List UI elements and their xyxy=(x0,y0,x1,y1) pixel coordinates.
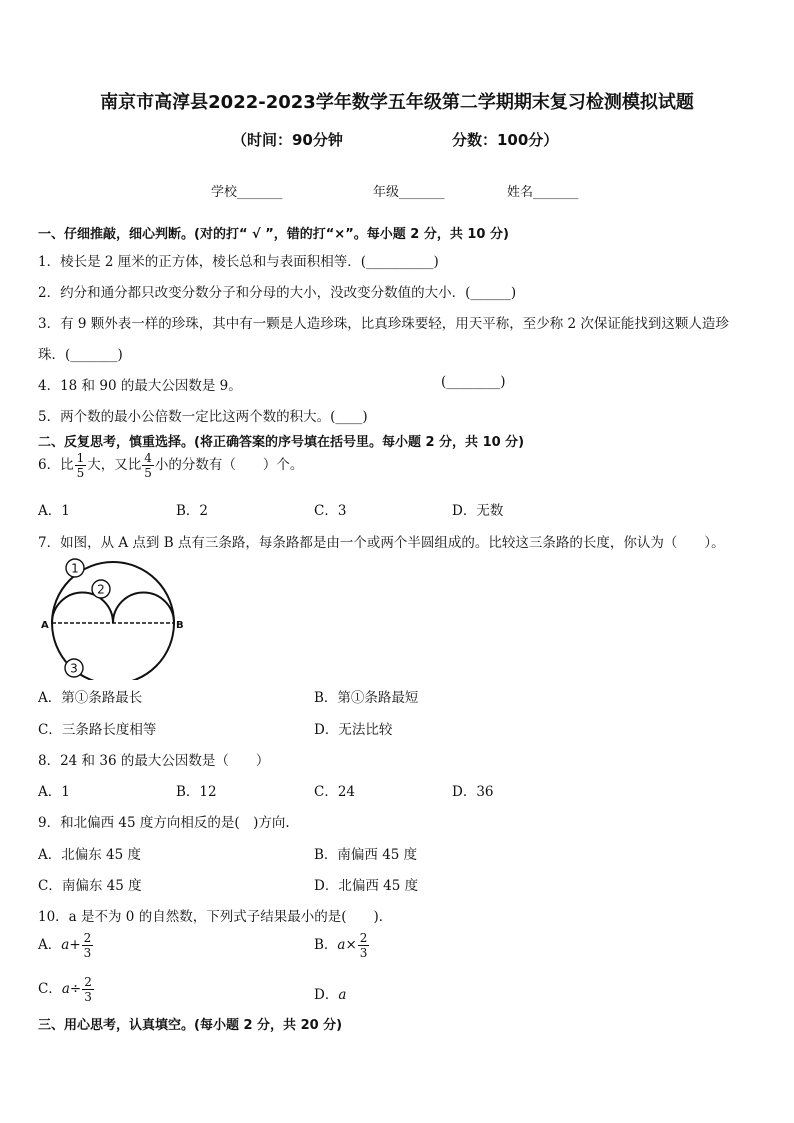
question-6 xyxy=(38,452,303,479)
name-field: 姓名_______ xyxy=(507,185,579,200)
q6-pre: 6．比 xyxy=(38,457,74,473)
question-8: 8．24 和 36 的最大公因数是（ ） xyxy=(38,753,270,769)
q7-option-d: D．无法比较 xyxy=(314,722,393,738)
path-2-arc-right xyxy=(113,593,174,623)
q10-option-b: B．a× $\frac{2}{3}$ xyxy=(314,931,368,960)
section-heading: 二、反复思考，慎重选择。(将正确答案的序号填在括号里。每小题 2 分，共 10 分) xyxy=(38,435,525,450)
q6-option-b: B．2 xyxy=(176,503,209,519)
label-3: 3 xyxy=(70,661,78,676)
q8-option-d: D．36 xyxy=(452,784,494,800)
q6-post: 小的分数有（ ）个。 xyxy=(154,457,304,473)
question-3-line-1: 3．有 9 颗外表一样的珍珠，其中有一颗是人造珍珠，比真珍珠要轻，用天平称，至少称 2 次保证能找到这颗人造珍 xyxy=(38,316,729,332)
q9-option-d: D．北偏西 45 度 xyxy=(314,878,419,894)
label-2: 2 xyxy=(97,582,105,597)
question-4-blank: (________) xyxy=(441,374,506,390)
grade-field: 年级_______ xyxy=(373,185,445,200)
question-3-line-2: 珠．(_______) xyxy=(38,347,123,363)
point-a-label: A xyxy=(41,620,49,631)
question-5: 5．两个数的最小公倍数一定比这两个数的积大。(____) xyxy=(38,409,368,425)
q7-option-c: C．三条路长度相等 xyxy=(38,722,157,738)
q9-option-b: B．南偏西 45 度 xyxy=(314,847,418,863)
q9-option-c: C．南偏东 45 度 xyxy=(38,878,142,894)
q6-mid: 大，又比 xyxy=(87,457,142,473)
question-7: 7．如图，从 A 点到 B 点有三条路，每条路都是由一个或两个半圆组成的。比较这三条路的长度，你认为（ ）。 xyxy=(38,535,725,551)
q7-option-a: A．第①条路最长 xyxy=(38,690,143,706)
school-field: 学校_______ xyxy=(211,185,283,200)
q6-option-c: C．3 xyxy=(314,503,347,519)
q8-option-b: B．12 xyxy=(176,784,217,800)
q6-option-a: A．1 xyxy=(38,503,70,519)
label-1: 1 xyxy=(71,561,79,576)
section-heading: 一、仔细推敲，细心判断。(对的打“ √ ”，错的打“×”。每小题 2 分，共 10 分) xyxy=(38,227,509,242)
exam-time: （时间：90分钟 xyxy=(232,131,343,149)
q6-option-d: D．无数 xyxy=(452,503,504,519)
question-2: 2．约分和通分都只改变分数分子和分母的大小，没改变分数值的大小．(______) xyxy=(38,285,517,301)
point-b-label: B xyxy=(176,620,184,631)
question-10: 10．a 是不为 0 的自然数，下列式子结果最小的是( )． xyxy=(38,909,393,925)
q9-option-a: A．北偏东 45 度 xyxy=(38,847,142,863)
fraction-four-fifths: $\frac{4}{5}$ xyxy=(144,451,152,480)
page-title: 南京市高淳县2022-2023学年数学五年级第二学期期末复习检测模拟试题 xyxy=(100,92,694,113)
fraction-one-fifth: $\frac{1}{5}$ xyxy=(76,451,85,480)
q10-option-d: D．a xyxy=(314,987,347,1003)
semicircle-path-figure xyxy=(40,556,190,680)
q10-option-a: A．a+ $\frac{2}{3}$ xyxy=(38,931,92,960)
question-1: 1．棱长是 2 厘米的正方体，棱长总和与表面积相等．(__________) xyxy=(38,254,439,270)
q7-option-b: B．第①条路最短 xyxy=(314,690,419,706)
question-9: 9．和北偏西 45 度方向相反的是( )方向. xyxy=(38,815,290,831)
exam-score: 分数：100分） xyxy=(452,131,559,149)
q10-option-c: C．a÷ $\frac{2}{3}$ xyxy=(38,975,92,1004)
q8-option-a: A．1 xyxy=(38,784,70,800)
question-4: 4．18 和 90 的最大公因数是 9。 xyxy=(38,378,242,394)
section-heading: 三、用心思考，认真填空。(每小题 2 分，共 20 分) xyxy=(38,1018,343,1033)
q8-option-c: C．24 xyxy=(314,784,356,800)
